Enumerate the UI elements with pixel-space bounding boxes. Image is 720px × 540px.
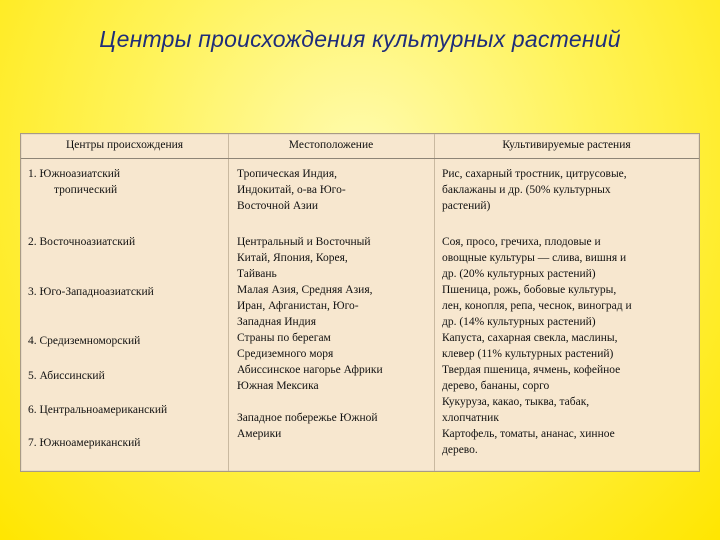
plants-line: Капуста, сахарная свекла, маслины, (442, 332, 618, 344)
location-line: Малая Азия, Средняя Азия, (237, 284, 373, 296)
slide-title: Центры происхождения культурных растений (99, 26, 621, 52)
plants-block (442, 234, 692, 458)
location-line: Абиссинское нагорье Африки (237, 364, 383, 376)
location-line: Америки (237, 428, 282, 440)
location-line: Иран, Афганистан, Юго- (237, 300, 359, 312)
locations-block (237, 234, 432, 442)
header-centers: Центры происхождения (65, 139, 184, 151)
center-item: 7. Южноамериканский (28, 437, 141, 449)
row1-location-line: Индокитай, о-ва Юго- (237, 184, 346, 196)
location-line: Западное побережье Южной (237, 412, 378, 424)
row1-center (28, 166, 226, 198)
center-item: 5. Абиссинский (28, 370, 105, 382)
row1-plants-line: баклажаны и др. (50% культурных (442, 184, 611, 196)
row1-center-line: 1. Южноазиатский (28, 168, 121, 180)
center-item: 6. Центральноамериканский (28, 404, 168, 416)
location-line: Тайвань (237, 268, 277, 280)
location-line: Страны по берегам (237, 332, 331, 344)
center-item: 3. Юго-Западноазиатский (28, 286, 154, 298)
plants-line: Твердая пшеница, ячмень, кофейное (442, 364, 621, 376)
row1-location (237, 166, 432, 214)
header-plants: Культивируемые растения (502, 139, 631, 151)
location-line: Средиземного моря (237, 348, 334, 360)
plants-line: овощные культуры — слива, вишня и (442, 252, 627, 264)
row1-plants-line: Рис, сахарный тростник, цитрусовые, (442, 168, 627, 180)
plants-line: дерево, бананы, сорго (442, 380, 550, 392)
row1-location-line: Тропическая Индия, (237, 168, 337, 180)
plants-line: др. (14% культурных растений) (442, 316, 596, 328)
plants-line: Картофель, томаты, ананас, хинное (442, 428, 615, 440)
row1-center-line: тропический (54, 184, 118, 196)
center-item: 2. Восточноазиатский (28, 236, 136, 248)
plants-line: Кукуруза, какао, тыква, табак, (442, 396, 590, 408)
plants-line: хлопчатник (442, 412, 499, 424)
plants-line: Пшеница, рожь, бобовые культуры, (442, 284, 617, 296)
column-divider (228, 134, 229, 471)
row1-plants-line: растений) (442, 200, 491, 212)
location-line: Южная Мексика (237, 380, 319, 392)
location-line: Центральный и Восточный (237, 236, 371, 248)
row1-plants (442, 166, 692, 214)
header-location: Местоположение (288, 139, 374, 151)
column-divider (434, 134, 435, 471)
row1-location-line: Восточной Азии (237, 200, 319, 212)
origin-centers-table (20, 133, 700, 472)
center-item: 4. Средиземноморский (28, 335, 141, 347)
location-line: Западная Индия (237, 316, 317, 328)
location-line (237, 394, 432, 410)
table-header-row (21, 134, 699, 159)
plants-line: др. (20% культурных растений) (442, 268, 596, 280)
location-line: Китай, Япония, Корея, (237, 252, 348, 264)
plants-line: Соя, просо, гречиха, плодовые и (442, 236, 601, 248)
plants-line: клевер (11% культурных растений) (442, 348, 614, 360)
plants-line: лен, конопля, репа, чеснок, виноград и (442, 300, 632, 312)
plants-line: дерево. (442, 444, 478, 456)
